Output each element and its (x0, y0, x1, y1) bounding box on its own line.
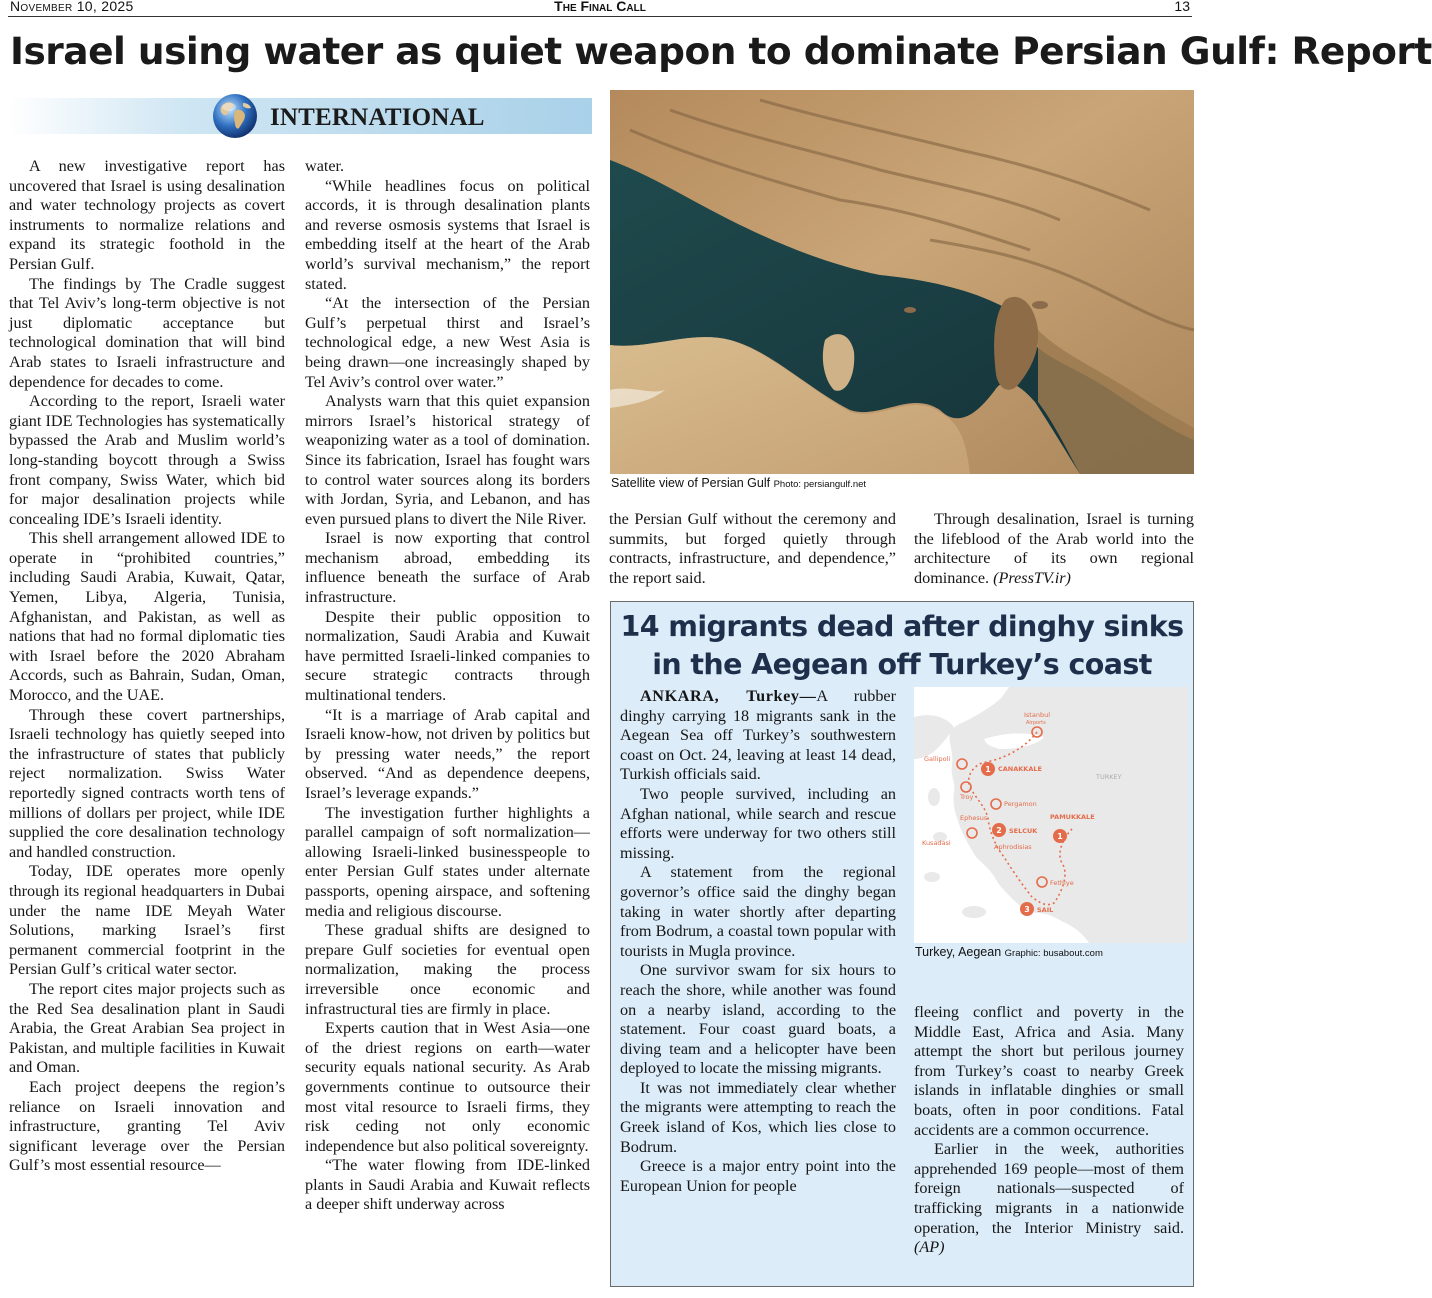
map-label-turkey: TURKEY (1096, 773, 1122, 781)
main-headline: Israel using water as quiet weapon to dominate Persian Gulf: Report (10, 29, 1432, 73)
photo-credit: Photo: persiangulf.net (773, 479, 867, 490)
issue-date: November 10, 2025 (10, 0, 134, 14)
map-label-pamukkale: PAMUKKALE (1050, 813, 1095, 821)
turkey-map-graphic (914, 687, 1188, 943)
migrants-paragraph: A statement from the regional governor’s office said the dinghy began taking in water shortly after departing from Bodrum, a coastal town popular with tourists in Mugla province. (620, 863, 896, 960)
stop-number: 2 (996, 826, 1002, 835)
migrants-column-1 (620, 687, 896, 1277)
article-paragraph: The report cites major projects such as the Red Sea desalination plant in Saudi Arabia, the Great Arabian Sea project in Pakistan, and multiple facilities in Kuwait and Oman. (9, 979, 285, 1077)
map-label-ephesus: Ephesus (960, 814, 988, 822)
stop-number: 1 (1057, 832, 1063, 841)
map-label-istanbul: Istanbul (1024, 711, 1051, 719)
article-paragraph: Today, IDE operates more openly through its regional headquarters in Dubai under the name IDE Meyah Water Solutions, marking Israel’s first permanent commercial footprint in the Persian Gulf’s critical water sector. (9, 862, 285, 979)
migrants-paragraph: Two people survived, including an Afghan national, while search and rescue efforts were underway for two others still missing. (620, 784, 896, 862)
migrants-headline-line: in the Aegean off Turkey’s coast (652, 648, 1152, 681)
globe-icon (210, 92, 260, 140)
photo-caption (611, 476, 866, 490)
migrants-paragraph: Greece is a major entry point into the European Union for people (620, 1157, 896, 1195)
map-label-gallipoli: Gallipoli (924, 755, 951, 763)
article-continuation: water. (305, 157, 345, 175)
article-paragraph: “At the intersection of the Persian Gulf’s perpetual thirst and Israel’s technological edge, a new West Asia is being drawn—one increasingly shaped by Tel Aviv’s control over water.” (305, 294, 590, 391)
migrants-headline (611, 608, 1193, 684)
article-column-2 (305, 157, 590, 1287)
map-caption-text: Turkey, Aegean (915, 945, 1002, 959)
masthead (10, 0, 1190, 16)
article-closing-paragraph (914, 510, 1194, 588)
migrants-headline-line: 14 migrants dead after dinghy sinks (620, 610, 1184, 643)
migrants-column-2 (914, 1003, 1184, 1283)
article-paragraph: “The water flowing from IDE-linked plants in Saudi Arabia and Kuwait reflects a deeper shift underway across (305, 1156, 590, 1214)
article-paragraph: Despite their public opposition to normalization, Saudi Arabia and Kuwait have permitted Israeli-linked companies to secure strategic contracts through multinational tenders. (305, 607, 590, 705)
photo-caption-text: Satellite view of Persian Gulf (611, 476, 771, 490)
page-number: 13 (1174, 0, 1190, 14)
article-paragraph: The investigation further highlights a parallel campaign of soft normalization—allowing Israeli-linked businesspeople to enter Persian Gulf states under alternate passports, opening airspace, and softening media and religious discourse. (305, 803, 590, 920)
stop-number: 1 (985, 765, 991, 774)
migrants-continuation: fleeing conflict and poverty in the Middle East, Africa and Asia. Many attempt the short but perilous journey from Turkey’s coast to nearby Greek islands in inflatable dinghies or small boats, often in poor conditions. Fatal accidents are a common occurrence. (914, 1003, 1184, 1139)
article-paragraph: Israel is now exporting that control mechanism abroad, embedding its influence beneath the surface of Arab infrastructure. (305, 529, 590, 607)
map-label-pergamon: Pergamon (1004, 800, 1037, 808)
migrants-lead: A rubber dinghy carrying 18 migrants sank in the Aegean Sea off Turkey’s southwestern coast on Oct. 24, leaving at least 14 dead, Turkish officials said. (620, 687, 896, 784)
map-label-sail: SAIL (1037, 906, 1054, 914)
migrants-closing-text: Earlier in the week, authorities apprehended 169 people—most of them foreign nationals—suspected of trafficking migrants in a nationwide operation, the Interior Ministry said. (914, 1140, 1184, 1237)
article-column-4 (914, 510, 1194, 592)
article-column-3 (609, 510, 896, 592)
article-paragraph: Through these covert partnerships, Israeli technology has quietly seeped into the infrastructure of states that publicly reject normalization. Swiss Water reportedly signed contracts worth tens of millions of dollars per project, while IDE supplied the core desalination technology and handled construction. (9, 705, 285, 861)
article-paragraph: “While headlines focus on political accords, it is through desalination plants and reverse osmosis systems that Israel is embedding itself at the heart of the Arab world’s survival mechanism,” the report stated. (305, 176, 590, 293)
map-label-troy: Troy (960, 793, 974, 801)
satellite-image (610, 90, 1194, 474)
map-label-istanbul-airports: Airports (1026, 720, 1046, 726)
article-paragraph: These gradual shifts are designed to prepare Gulf societies for eventual open normalization, making the process irreversible once economic and infrastructural ties are firmly in place. (305, 921, 590, 1018)
article-closing-text: Through desalination, Israel is turning the lifeblood of the Arab world into the architecture of its own regional dominance. (914, 510, 1194, 587)
map-label-selcuk: SELCUK (1009, 827, 1038, 835)
migrants-paragraph: One survivor swam for six hours to reach the shore, while another was found on a nearby island, according to the statement. Four coast guard boats, a diving team and a helicopter have been deployed to locate the missing migrants. (620, 961, 896, 1078)
article-paragraph: A new investigative report has uncovered that Israel is using desalination and water technology projects as covert instruments to normalize relations and expand its strategic foothold in the Persian Gulf. (9, 157, 285, 273)
migrants-paragraph: It was not immediately clear whether the migrants were attempting to reach the Greek island of Kos, which lies close to Bodrum. (620, 1078, 896, 1156)
article-paragraph: “It is a marriage of Arab capital and Israeli know-how, not driven by politics but by pressing water needs,” the report observed. “And as dependence deepens, Israel’s leverage expands.” (305, 705, 590, 802)
article-column-1 (9, 157, 285, 1287)
map-label-canakkale: CANAKKALE (998, 765, 1042, 773)
section-label: INTERNATIONAL (270, 104, 485, 131)
map-label-fethiye: Fethiye (1050, 879, 1074, 887)
article-paragraph: Experts caution that in West Asia—one of the driest regions on earth—water security equals national security. As Arab governments continue to outsource their most vital resource to Israeli firms, they risk ceding not only economic independence but also political sovereignty. (305, 1019, 590, 1155)
migrants-story-box (610, 601, 1194, 1287)
map-credit: Graphic: busabout.com (1004, 948, 1103, 959)
newspaper-name: The Final Call (554, 0, 646, 14)
turkey-map (914, 687, 1188, 943)
map-caption (915, 945, 1103, 959)
migrants-paragraph (620, 687, 896, 785)
migrants-source: (AP) (914, 1238, 945, 1257)
satellite-photo (610, 90, 1194, 474)
section-banner (8, 92, 592, 142)
dateline: ANKARA, Turkey— (640, 687, 817, 705)
article-source: (PressTV.ir) (993, 568, 1071, 587)
article-continuation: the Persian Gulf without the ceremony and summits, but forged quietly through contracts, infrastructure, and dependence,” the report said. (609, 510, 896, 587)
masthead-rule (8, 16, 1192, 17)
migrants-paragraph (914, 1140, 1184, 1258)
map-label-kusadasi: Kusadasi (922, 839, 951, 847)
article-paragraph: According to the report, Israeli water giant IDE Technologies has systematically bypassed the Arab and Muslim world’s long-standing boycott through a Swiss front company, Swiss Water, which bid for major desalination projects while concealing IDE’s Israeli identity. (9, 392, 285, 528)
article-paragraph: Analysts warn that this quiet expansion mirrors Israel’s historical strategy of weaponizing water as a tool of domination. Since its fabrication, Israel has fought wars to control water sources along its borders with Jordan, Syria, and Lebanon, and has even pursued plans to divert the Nile River. (305, 392, 590, 528)
stop-number: 3 (1024, 905, 1030, 914)
map-label-aphrodisias: Aphrodisias (994, 843, 1032, 851)
article-paragraph: The findings by The Cradle suggest that Tel Aviv’s long-term objective is not just diplomatic acceptance but technological domination that will bind Arab states to Israeli infrastructure and dependence for decades to come. (9, 274, 285, 391)
article-paragraph: Each project deepens the region’s reliance on Israeli innovation and infrastructure, granting Tel Aviv significant leverage over the Persian Gulf’s most essential resource— (9, 1077, 285, 1175)
article-paragraph: This shell arrangement allowed IDE to operate in “prohibited countries,” including Saudi Arabia, Kuwait, Qatar, Yemen, Libya, Algeria, Tunisia, Afghanistan, and Pakistan, as well as nations that had no formal diplomatic ties with Israel before the 2020 Abraham Accords, such as Bahrain, Sudan, Oman, Morocco, and the UAE. (9, 529, 285, 705)
